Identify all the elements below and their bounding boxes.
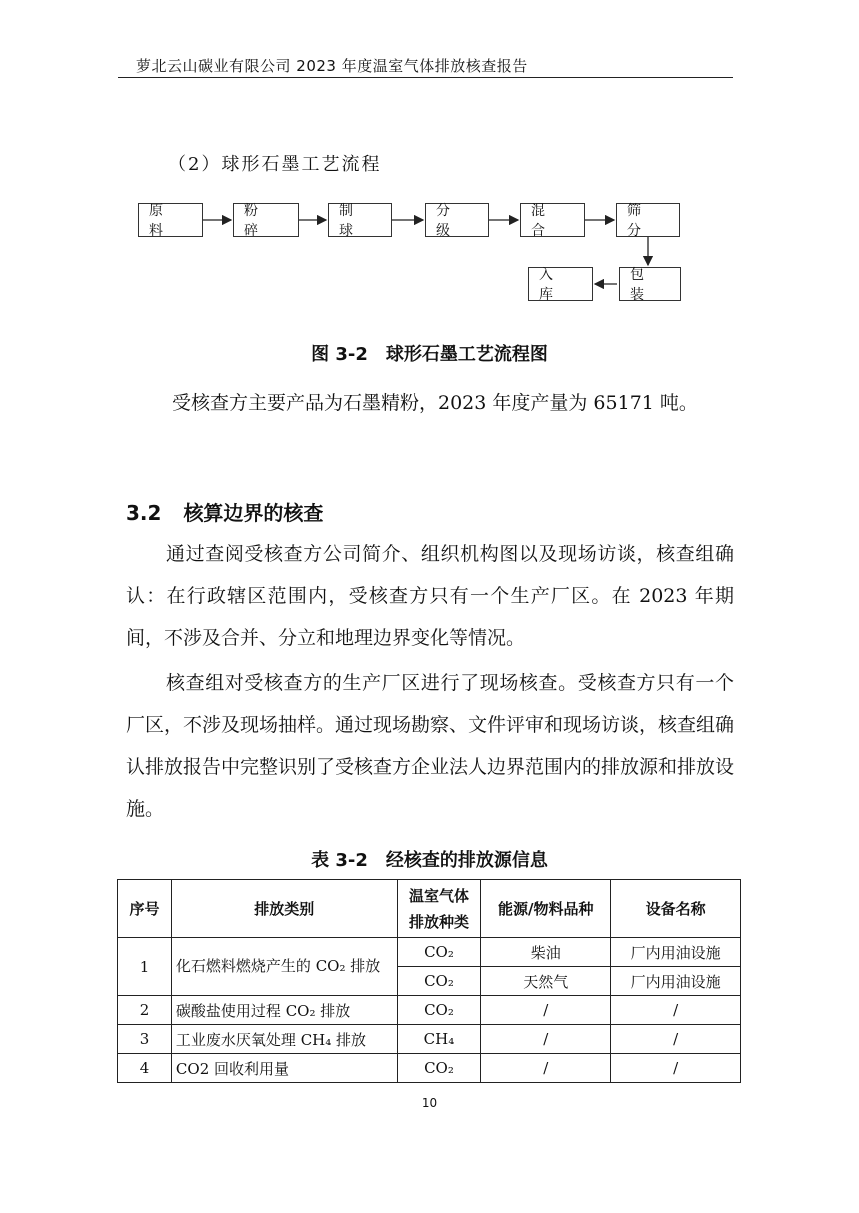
table-cell-gas: CO₂ — [397, 967, 481, 996]
table-cell-gas: CO₂ — [397, 938, 481, 967]
emission-source-table — [117, 879, 741, 1083]
table-cell-no: 3 — [118, 1025, 172, 1054]
table-row — [118, 1054, 741, 1083]
table-cell-no: 2 — [118, 996, 172, 1025]
flowchart-arrows — [0, 0, 859, 320]
table-cell-gas: CO₂ — [397, 1054, 481, 1083]
table-cell-material: 柴油 — [481, 938, 611, 967]
table-cell-material: 天然气 — [481, 967, 611, 996]
table-cell-category: 碳酸盐使用过程 CO₂ 排放 — [171, 996, 397, 1025]
table-row — [118, 996, 741, 1025]
flow-step-packaging: 包 装 — [619, 267, 681, 301]
table-cell-gas: CO₂ — [397, 996, 481, 1025]
table-cell-equipment: 厂内用油设施 — [611, 938, 741, 967]
table-cell-no: 1 — [118, 938, 172, 996]
paragraph-site-inspection: 核查组对受核查方的生产厂区进行了现场核查。受核查方只有一个厂区，不涉及现场抽样。通过现场勘察、文件评审和现场访谈，核查组确认排放报告中完整识别了受核查方企业法人边界范围内的排放源和排放设施。 — [126, 672, 735, 820]
flow-step-screening: 筛 分 — [616, 203, 680, 237]
subsection-heading: （2）球形石墨工艺流程 — [168, 154, 382, 175]
table-header-cell: 设备名称 — [611, 880, 741, 938]
table-cell-equipment: 厂内用油设施 — [611, 967, 741, 996]
table-cell-equipment: / — [611, 1054, 741, 1083]
paragraph-boundary-confirmation: 通过查阅受核查方公司简介、组织机构图以及现场访谈，核查组确认：在行政辖区范围内，受核查方只有一个生产厂区。在 2023 年期间，不涉及合并、分立和地理边界变化等情况。 — [126, 543, 734, 649]
table-row — [118, 1025, 741, 1054]
section-title: 核算边界的核查 — [183, 501, 324, 525]
table-header-cell: 序号 — [118, 880, 172, 938]
table-cell-equipment: / — [611, 996, 741, 1025]
table-cell-category: 工业废水厌氧处理 CH₄ 排放 — [171, 1025, 397, 1054]
flow-step-classifying: 分 级 — [425, 203, 489, 237]
table-cell-category: 化石燃料燃烧产生的 CO₂ 排放 — [171, 938, 397, 996]
flow-step-spheroidizing: 制 球 — [328, 203, 392, 237]
table-cell-equipment: / — [611, 1025, 741, 1054]
section-heading — [126, 497, 323, 526]
table-cell-gas: CH₄ — [397, 1025, 481, 1054]
page-header-title: 萝北云山碳业有限公司 2023 年度温室气体排放核查报告 — [136, 57, 528, 75]
table-cell-material: / — [481, 1025, 611, 1054]
paragraph-product-output: 受核查方主要产品为石墨精粉，2023 年度产量为 65171 吨。 — [172, 392, 698, 414]
page-number: 10 — [421, 1096, 438, 1110]
flow-step-crushing: 粉 碎 — [233, 203, 299, 237]
figure-caption: 图 3-2 球形石墨工艺流程图 — [311, 344, 548, 365]
table-caption: 表 3-2 经核查的排放源信息 — [311, 850, 548, 871]
table-cell-material: / — [481, 1054, 611, 1083]
table-cell-material: / — [481, 996, 611, 1025]
table-header-cell: 能源/物料品种 — [481, 880, 611, 938]
table-cell-no: 4 — [118, 1054, 172, 1083]
table-header-cell: 排放类别 — [171, 880, 397, 938]
table-header-row — [118, 880, 741, 938]
flow-step-warehousing: 入 库 — [528, 267, 593, 301]
flow-step-raw-material: 原 料 — [138, 203, 203, 237]
table-header-cell: 温室气体排放种类 — [397, 880, 481, 938]
table-row — [118, 938, 741, 967]
flow-step-mixing: 混 合 — [520, 203, 585, 237]
section-number: 3.2 — [126, 501, 162, 525]
table-cell-category: CO2 回收利用量 — [171, 1054, 397, 1083]
